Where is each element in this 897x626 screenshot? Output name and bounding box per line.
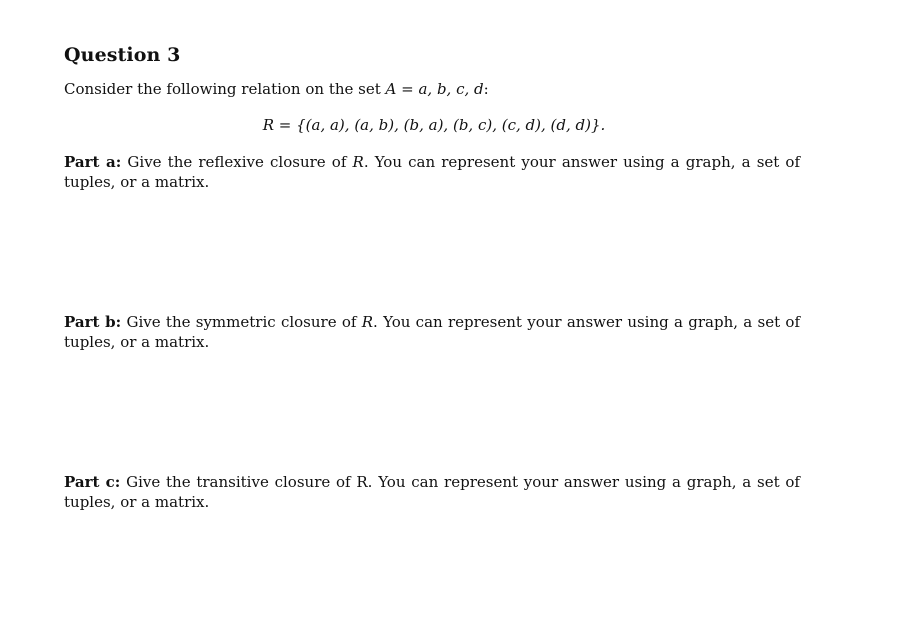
part-b (64, 312, 800, 352)
part-a-text-before: Give the reflexive closure of (121, 153, 353, 171)
set-definition: A = a, b, c, d (385, 80, 484, 98)
question-intro (64, 80, 489, 98)
part-a (64, 152, 800, 192)
part-a-symbol: R (352, 153, 364, 171)
part-b-text-before: Give the symmetric closure of (121, 313, 362, 331)
part-b-text-after: . You can represent your answer using a graph, a set of tuples, or a matrix. (64, 313, 800, 351)
question-title: Question 3 (64, 44, 181, 66)
part-a-text-after: . You can represent your answer using a graph, a set of tuples, or a matrix. (64, 153, 801, 191)
part-b-label: Part b: (64, 313, 122, 331)
intro-end: : (483, 80, 489, 98)
part-a-label: Part a: (64, 153, 122, 171)
relation-equation: R = {(a, a), (a, b), (b, a), (b, c), (c, d), (d, d)}. (262, 116, 606, 134)
part-b-symbol: R (361, 313, 374, 331)
part-c-label: Part c: (64, 473, 121, 491)
part-c (64, 472, 800, 512)
intro-text: Consider the following relation on the set (64, 80, 386, 98)
part-c-text: Give the transitive closure of R. You can represent your answer using a graph, a set of tuples, or a matrix. (64, 473, 800, 511)
